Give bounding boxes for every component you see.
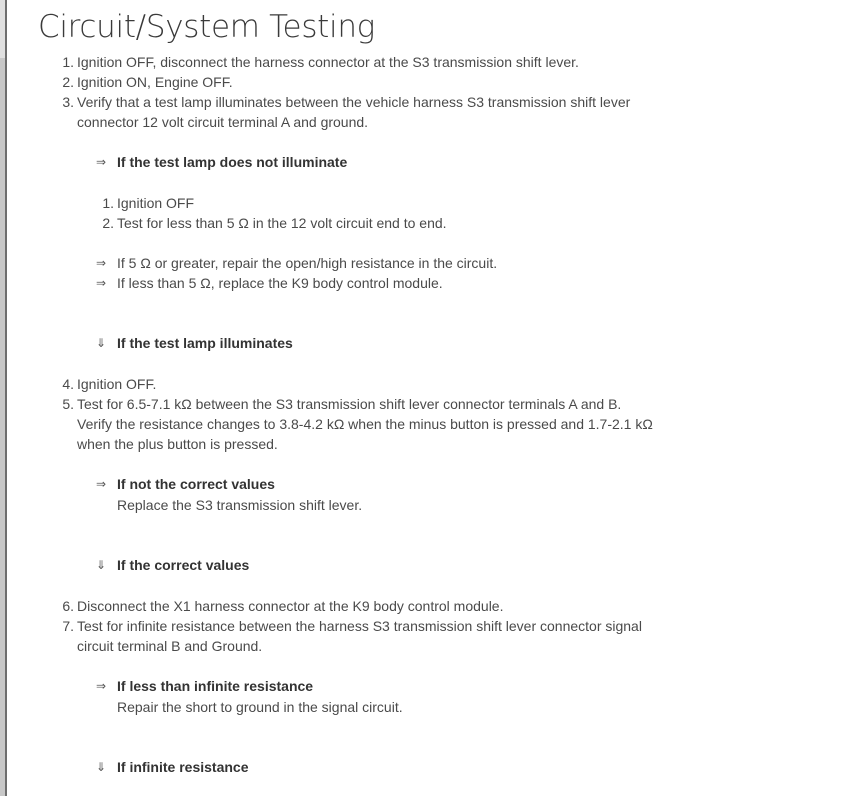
branch-heading: If not the correct values <box>117 476 275 492</box>
arrow-right-icon: ⇒ <box>96 256 107 270</box>
result-text: Repair the short to ground in the signal circuit. <box>117 699 403 715</box>
branch-heading: If infinite resistance <box>117 759 249 775</box>
page-title: Circuit/System Testing <box>38 9 375 45</box>
substep-number: 1. <box>102 195 114 211</box>
arrow-right-icon: ⇒ <box>96 477 107 491</box>
substep-text: Test for less than 5 Ω in the 12 volt circuit end to end. <box>117 215 447 231</box>
arrow-down-icon: ⇓ <box>96 760 107 774</box>
branch-heading: If less than infinite resistance <box>117 678 314 694</box>
arrow-down-icon: ⇓ <box>96 558 107 572</box>
step-number: 1. <box>62 54 74 70</box>
step-text: circuit terminal B and Ground. <box>77 638 263 654</box>
step-number: 4. <box>62 376 74 392</box>
step-text: Test for infinite resistance between the harness S3 transmission shift lever connector signal <box>77 618 642 634</box>
step-text: Ignition ON, Engine OFF. <box>77 74 233 90</box>
step-number: 3. <box>62 94 74 110</box>
step-text: connector 12 volt circuit terminal A and ground. <box>77 114 369 130</box>
step-text: Test for 6.5-7.1 kΩ between the S3 transmission shift lever connector terminals A and B. <box>77 396 622 412</box>
step-text: Disconnect the X1 harness connector at the K9 body control module. <box>77 598 504 614</box>
step-number: 7. <box>62 618 74 634</box>
step-text: Verify the resistance changes to 3.8-4.2 kΩ when the minus button is pressed and 1.7-2.1 kΩ <box>77 416 653 432</box>
branch-heading: If the correct values <box>117 557 250 573</box>
result-text: If less than 5 Ω, replace the K9 body control module. <box>117 275 443 291</box>
branch-heading: If the test lamp does not illuminate <box>117 154 348 170</box>
step-number: 5. <box>62 396 74 412</box>
step-number: 2. <box>62 74 74 90</box>
step-text: Verify that a test lamp illuminates between the vehicle harness S3 transmission shift lever <box>77 94 631 110</box>
substep-text: Ignition OFF <box>117 195 195 211</box>
window-border <box>5 0 7 796</box>
step-number: 6. <box>62 598 74 614</box>
substep-number: 2. <box>102 215 114 231</box>
result-text: If 5 Ω or greater, repair the open/high resistance in the circuit. <box>117 255 498 271</box>
step-text: when the plus button is pressed. <box>77 436 278 452</box>
step-text: Ignition OFF. <box>77 376 157 392</box>
branch-heading: If the test lamp illuminates <box>117 335 293 351</box>
arrow-right-icon: ⇒ <box>96 276 107 290</box>
arrow-right-icon: ⇒ <box>96 155 107 169</box>
arrow-down-icon: ⇓ <box>96 336 107 350</box>
step-text: Ignition OFF, disconnect the harness connector at the S3 transmission shift lever. <box>77 54 579 70</box>
result-text: Replace the S3 transmission shift lever. <box>117 497 363 513</box>
arrow-right-icon: ⇒ <box>96 679 107 693</box>
